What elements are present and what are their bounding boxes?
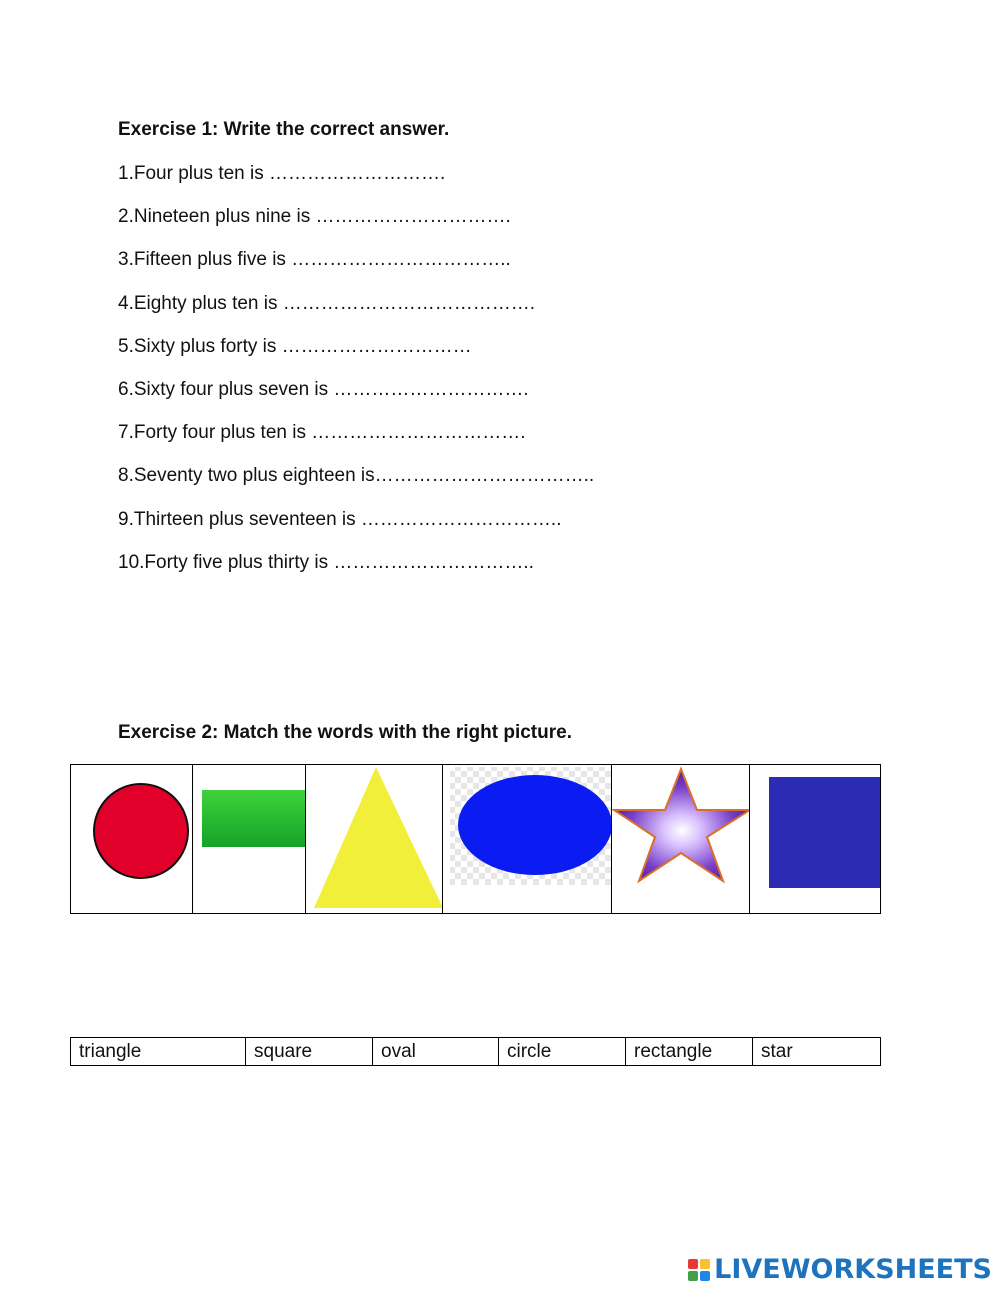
shape-words-table	[70, 1037, 881, 1066]
star-shape-image	[612, 765, 750, 908]
word-cell[interactable]: circle	[499, 1038, 626, 1066]
exercise-1-title: Exercise 1: Write the correct answer.	[118, 119, 450, 140]
shape-cell-oval[interactable]	[443, 765, 612, 914]
question-item: 7.Forty four plus ten is …………………………….	[118, 422, 526, 444]
oval-shape	[458, 775, 612, 875]
question-item: 4.Eighty plus ten is ………………………………….	[118, 292, 536, 314]
square-shape	[769, 777, 881, 888]
question-item: 9.Thirteen plus seventeen is …………………………..	[118, 508, 562, 530]
triangle-shape	[314, 767, 443, 908]
star-shape	[614, 769, 750, 881]
word-cell[interactable]: oval	[373, 1038, 499, 1066]
question-item: 8.Seventy two plus eighteen is……………………………..	[118, 465, 595, 487]
rectangle-shape-image	[193, 765, 306, 908]
logo-text: LIVEWORKSHEETS	[714, 1254, 992, 1285]
square-shape-image	[750, 765, 881, 908]
oval-shape-image	[443, 765, 612, 908]
logo-mark-icon	[688, 1259, 710, 1281]
shape-cell-star[interactable]	[612, 765, 750, 914]
circle-shape	[94, 784, 188, 878]
question-list	[118, 162, 594, 594]
question-item: 6.Sixty four plus seven is ………………………….	[118, 378, 529, 400]
exercise-2-title: Exercise 2: Match the words with the right picture.	[118, 722, 572, 743]
shape-cell-triangle[interactable]	[306, 765, 443, 914]
word-cell[interactable]: star	[753, 1038, 881, 1066]
shapes-picture-table	[70, 764, 881, 914]
word-cell[interactable]: square	[246, 1038, 373, 1066]
liveworksheets-logo	[688, 1254, 992, 1285]
word-cell[interactable]: triangle	[71, 1038, 246, 1066]
question-item: 10.Forty five plus thirty is …………………………..	[118, 551, 534, 573]
question-item: 5.Sixty plus forty is …………………………	[118, 335, 472, 357]
shape-cell-square[interactable]	[750, 765, 881, 914]
shape-cell-circle[interactable]	[71, 765, 193, 914]
question-item: 1.Four plus ten is ……………………….	[118, 163, 446, 184]
word-cell[interactable]: rectangle	[626, 1038, 753, 1066]
rectangle-shape	[202, 790, 306, 847]
circle-shape-image	[71, 765, 193, 908]
triangle-shape-image	[306, 765, 443, 908]
shape-cell-rectangle[interactable]	[193, 765, 306, 914]
question-item: 3.Fifteen plus five is ……………………………..	[118, 249, 511, 271]
question-item: 2.Nineteen plus nine is ………………………….	[118, 206, 511, 228]
